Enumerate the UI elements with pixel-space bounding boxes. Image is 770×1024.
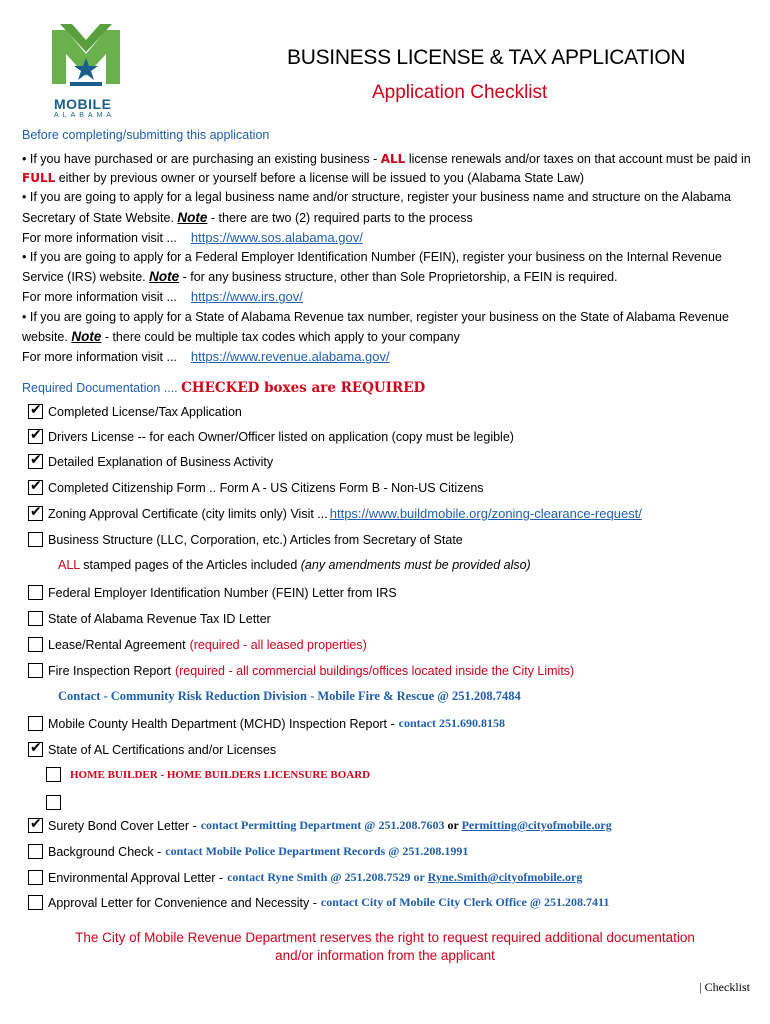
fire-contact: Contact - Community Risk Reduction Division - Mobile Fire & Rescue @ 251.208.7484: [58, 689, 521, 703]
checkbox[interactable]: [28, 426, 43, 444]
footer-notice-line1: The City of Mobile Revenue Department reserves the right to request required additional documentation: [75, 930, 695, 945]
item-convenience-letter: Approval Letter for Convenience and Necessity - contact City of Mobile City Clerk Office @ 251.208.7411: [28, 895, 609, 910]
checkbox[interactable]: [28, 870, 43, 885]
bullet-fein: • If you are going to apply for a Federal Employer Identification Number (FEIN), register your business on the Internal Revenue Service (IRS) website. Note - for any business structure, other than Sole Proprietorship, a FEIN is required.: [22, 250, 722, 285]
more-info-revenue: For more information visit ... https://www.revenue.alabama.gov/: [22, 349, 390, 365]
item-state-certifications: ✔ State of AL Certifications and/or Licenses: [30, 739, 277, 757]
item-background-check: Background Check - contact Mobile Police Department Records @ 251.208.1991: [28, 844, 468, 859]
required-heading: Required Documentation .... CHECKED boxes are REQUIRED: [22, 380, 426, 396]
sub-item-home-builder: HOME BUILDER - HOME BUILDERS LICENSURE BOARD: [46, 767, 370, 782]
checkbox[interactable]: [46, 795, 61, 810]
checkbox[interactable]: [28, 451, 43, 469]
checkbox[interactable]: [28, 739, 43, 757]
page-title: BUSINESS LICENSE & TAX APPLICATION: [287, 46, 686, 69]
more-info-irs: For more information visit ... https://www.irs.gov/: [22, 289, 303, 305]
checkbox[interactable]: [28, 585, 43, 600]
bullet-revenue: • If you are going to apply for a State of Alabama Revenue tax number, register your business on the State of Alabama Revenue website. Note - there could be multiple tax codes which apply to your company: [22, 309, 729, 344]
more-info-sos: For more information visit ... https://www.sos.alabama.gov/: [22, 229, 363, 245]
item-business-activity: ✔ Detailed Explanation of Business Activity: [30, 451, 274, 469]
checkmark-icon: ✔: [30, 503, 42, 519]
item-lease-agreement: Lease/Rental Agreement (required - all leased properties): [28, 637, 367, 652]
checkbox[interactable]: [28, 716, 43, 731]
checkbox[interactable]: [28, 895, 43, 910]
item-citizenship-form: ✔ Completed Citizenship Form .. Form A - US Citizens Form B - Non-US Citizens: [30, 477, 484, 495]
footer-checklist-label: | Checklist: [699, 980, 750, 994]
zoning-link[interactable]: https://www.buildmobile.org/zoning-clearance-request/: [329, 506, 642, 521]
checkmark-icon: ✔: [30, 426, 42, 442]
item-environmental-approval: Environmental Approval Letter - contact Ryne Smith @ 251.208.7529 or Ryne.Smith@cityofmobile.org: [28, 870, 582, 885]
checkbox[interactable]: [28, 532, 43, 547]
revenue-link[interactable]: https://www.revenue.alabama.gov/: [190, 349, 390, 365]
logo-m-icon: [36, 24, 136, 100]
logo-word: MOBILE: [54, 96, 112, 112]
checkbox[interactable]: [28, 477, 43, 495]
logo-sub: ALABAMA: [54, 112, 116, 119]
item-zoning-approval: ✔ Zoning Approval Certificate (city limits only) Visit ... https://www.buildmobile.org/zoning-clearance-request/: [30, 503, 642, 521]
checkmark-icon: ✔: [30, 815, 42, 831]
checkbox[interactable]: [28, 611, 43, 626]
bullet-existing-business: • If you have purchased or are purchasing an existing business - ALL license renewals and/or taxes on that account must be paid in FULL either by previous owner or yourself before a license will be issued to you (Alabama State Law): [22, 152, 751, 186]
item-drivers-license: ✔ Drivers License -- for each Owner/Officer listed on application (copy must be legible): [30, 426, 514, 444]
instructions: [22, 150, 757, 367]
checkbox[interactable]: [28, 663, 43, 678]
item-license-application: ✔ Completed License/Tax Application: [30, 401, 242, 419]
permitting-email-link[interactable]: Permitting@cityofmobile.org: [461, 818, 612, 832]
checkbox[interactable]: [28, 844, 43, 859]
checkbox[interactable]: [46, 767, 61, 782]
footer-notice-line2: and/or information from the applicant: [275, 948, 495, 963]
ryne-email-link[interactable]: Ryne.Smith@cityofmobile.org: [427, 870, 583, 884]
mobile-alabama-logo: [36, 24, 136, 124]
articles-note: ALL stamped pages of the Articles included (any amendments must be provided also): [58, 558, 531, 572]
item-fire-inspection: Fire Inspection Report (required - all commercial buildings/offices located inside the City Limits): [28, 663, 574, 678]
item-health-inspection: Mobile County Health Department (MCHD) Inspection Report - contact 251.690.8158: [28, 716, 505, 731]
page-subtitle: Application Checklist: [372, 82, 548, 103]
item-surety-bond: ✔ Surety Bond Cover Letter - contact Permitting Department @ 251.208.7603 or Permitting@cityofmobile.org: [30, 815, 612, 833]
item-business-structure: Business Structure (LLC, Corporation, etc.) Articles from Secretary of State: [28, 532, 463, 547]
checkbox[interactable]: [28, 503, 43, 521]
item-revenue-tax-id: State of Alabama Revenue Tax ID Letter: [28, 611, 271, 626]
before-heading: Before completing/submitting this application: [22, 128, 270, 142]
sub-item-blank: [46, 795, 66, 810]
checkmark-icon: ✔: [30, 401, 42, 417]
checkmark-icon: ✔: [30, 739, 42, 755]
checkbox[interactable]: [28, 637, 43, 652]
checkbox[interactable]: [28, 815, 43, 833]
irs-link[interactable]: https://www.irs.gov/: [190, 289, 303, 305]
checkmark-icon: ✔: [30, 477, 42, 493]
bullet-legal-name: • If you are going to apply for a legal business name and/or structure, register your business name and structure on the Alabama Secretary of State Website. Note - there are two (2) required parts to the process: [22, 190, 731, 225]
checkmark-icon: ✔: [30, 451, 42, 467]
sos-link[interactable]: https://www.sos.alabama.gov/: [190, 229, 363, 245]
item-fein-letter: Federal Employer Identification Number (FEIN) Letter from IRS: [28, 585, 397, 600]
checkbox[interactable]: [28, 401, 43, 419]
